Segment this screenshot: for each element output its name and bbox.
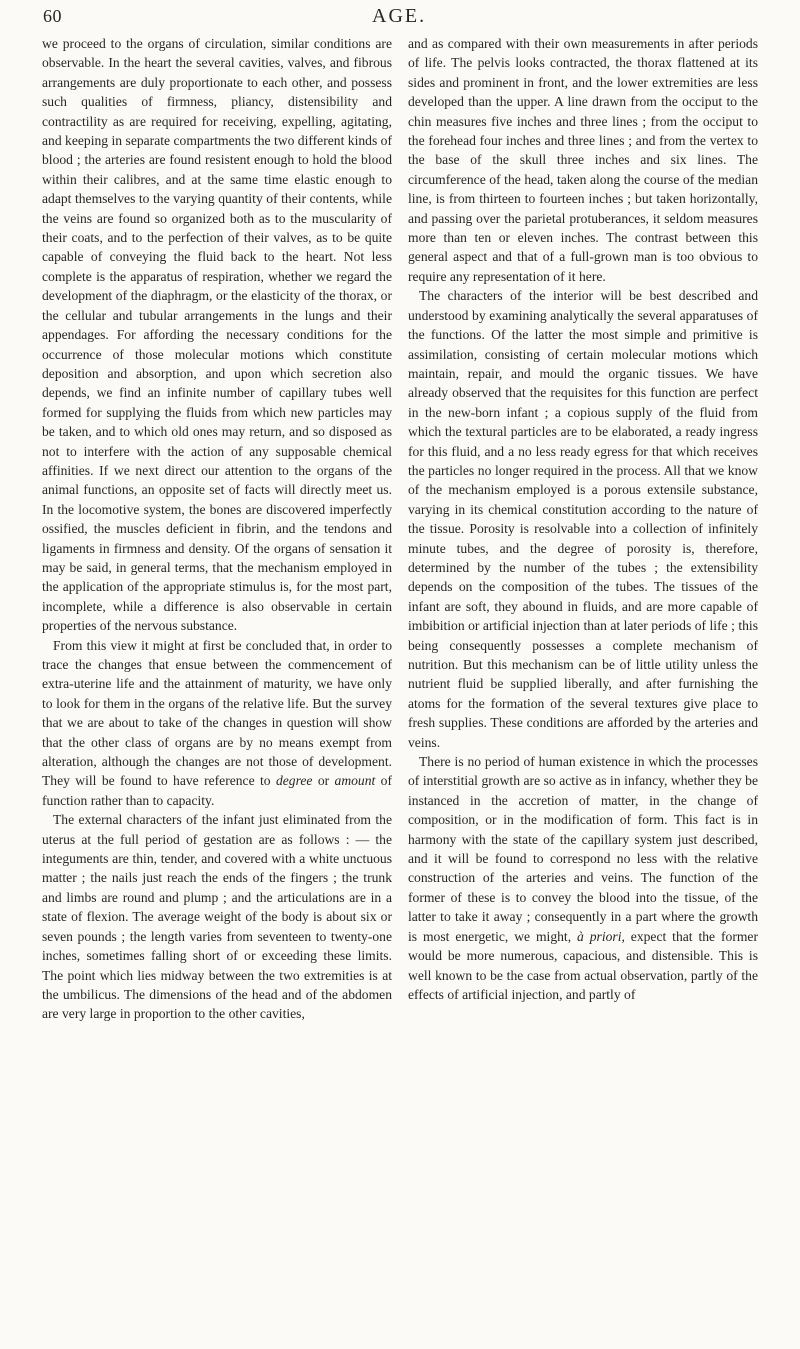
paragraph — [408, 752, 758, 1004]
text-run: From this view it might at first be concluded that, in order to trace the changes that ensue between the commencement of extra-uterine life and the attainment of maturity, we have only to look for them in the organs of the relative life. But the survey that we are about to take of the changes in question will show that the other class of organs are by no means exempt from alteration, although the changes are not those of development. They will be found to have reference to — [42, 637, 392, 789]
paragraph: The external characters of the infant just eliminated from the uterus at the full period of gestation are as follows : — the integuments are thin, tender, and covered with a white unctuous matter ; the nails just reach the ends of the fingers ; the trunk and limbs are round and plump ; and the articulations are in a state of flexion. The average weight of the body is about six or seven pounds ; the length varies from seventeen to twenty-one inches, sometimes falling short of or exceeding these limits. The point which lies midway between the two extremities is at the umbilicus. The dimensions of the head and of the abdomen are very large in proportion to the other cavities, — [42, 812, 392, 1022]
text-run: expect that the former would be more numerous, capacious, and distensible. This is well known to be the case from actual observation, partly of the effects of artificial injection, and partly of — [408, 928, 758, 1002]
text-run: or — [317, 773, 330, 789]
running-title: AGE. — [372, 5, 427, 27]
paragraph: and as compared with their own measurements in after periods of life. The pelvis looks contracted, the thorax flattened at its sides and prominent in front, and the lower extremities are less developed than the upper. A line drawn from the occiput to the chin measures five inches and three lines ; from the occiput to the forehead four inches and three lines ; and from the vertex to the base of the skull three inches and six lines. The circumference of the head, taken along the course of the median line, is from thirteen to fourteen inches ; but taken horizontally, and passing over the parietal protuberances, it seldom measures more than ten or eleven inches. The contrast between this general aspect and that of a full-grown man is too obvious to require any representation of it here. — [408, 36, 758, 284]
text-run: of function rather than to capacity. — [42, 773, 392, 808]
italic-term: amount — [334, 773, 376, 789]
italic-term: degree — [275, 773, 313, 789]
page-number: 60 — [43, 6, 62, 26]
text-run: There is no period of human existence in which the processes of interstitial growth are so active as in infancy, whether they be instanced in the accretion of matter, in the change of composition, or in the modification of form. This fact is in harmony with the state of the capillary system just described, and it will be found to correspond no less with the relative construction of the arteries and veins. The function of the former of these is to convey the blood into the tissue, of the latter to take it away ; consequently in a part where the growth is most energetic, we might, — [408, 754, 758, 944]
left-column — [42, 34, 392, 1024]
paragraph — [42, 636, 392, 811]
paragraph: we proceed to the organs of circulation, similar conditions are observable. In the heart the several cavities, valves, and fibrous arrangements are duly proportionate to each other, and possess such qualities of firmness, pliancy, distensibility and contractility as are required for receiving, expelling, agitating, and keeping in separate compartments the two different kinds of blood ; the arteries are found resistent enough to hold the blood within their calibres, and at the same time elastic enough to adapt themselves to the varying quantity of their contents, while the veins are found so organized both as to the muscularity of their coats, and to the perfection of their valves, as to be quite capable of conveying the fluid back to the heart. Not less complete is the apparatus of respiration, whether we regard the development of the diaphragm, or the elasticity of the thorax, or the cellular and tubular arrangements in the lungs and their appendages. For affording the necessary conditions for the occurrence of those molecular motions which constitute deposition and absorption, and upon which secretion also depends, we find an infinite number of capillary tubes well formed for supplying the fluids from which new particles may be taken, and to which old ones may return, and so disposed as not to interfere with the action of any supposable chemical affinities. If we next direct our attention to the organs of the animal functions, an opposite set of facts will directly meet us. In the locomotive system, the bones are discovered imperfectly ossified, the muscles deficient in fibrin, and the tendons and ligaments in firmness and density. Of the organs of sensation it may be said, in general terms, that the mechanism employed in the application of the appropriate stimulus is, for the most part, incomplete, while a difference is also observable in certain properties of the nervous substance. — [42, 36, 392, 634]
italic-term: à priori, — [577, 928, 625, 944]
paragraph: The characters of the interior will be best described and understood by examining analytically the several apparatuses of the functions. Of the latter the most simple and primitive is assimilation, consisting of certain molecular motions which maintain, repair, and mould the organic tissues. We have already observed that the requisites for this function are perfect in the new-born infant ; a copious supply of the fluid from which the textural particles are to be elaborated, a ready ingress for this fluid, and a no less ready egress for that which receives the particles no longer required in the process. All that we know of the mechanism employed is a porous extensile substance, varying in its chemical constitution according to the nature of the tissue. Porosity is resolvable into a collection of infinitely minute tubes, and the degree of porosity is, therefore, determined by the number of the tubes ; the extensibility depends on the composition of the tubes. The tissues of the infant are soft, they abound in fluids, and are more capable of imbibition or artificial injection than at later periods of life ; this being consequently possesses a complete mechanism of nutrition. But this mechanism can be of little utility unless the nutrient fluid be supplied liberally, and after furnishing the atoms for the formation of the several textures give place to fresh supplies. These conditions are afforded by the arteries and veins. — [408, 288, 758, 750]
right-column — [408, 34, 758, 1004]
